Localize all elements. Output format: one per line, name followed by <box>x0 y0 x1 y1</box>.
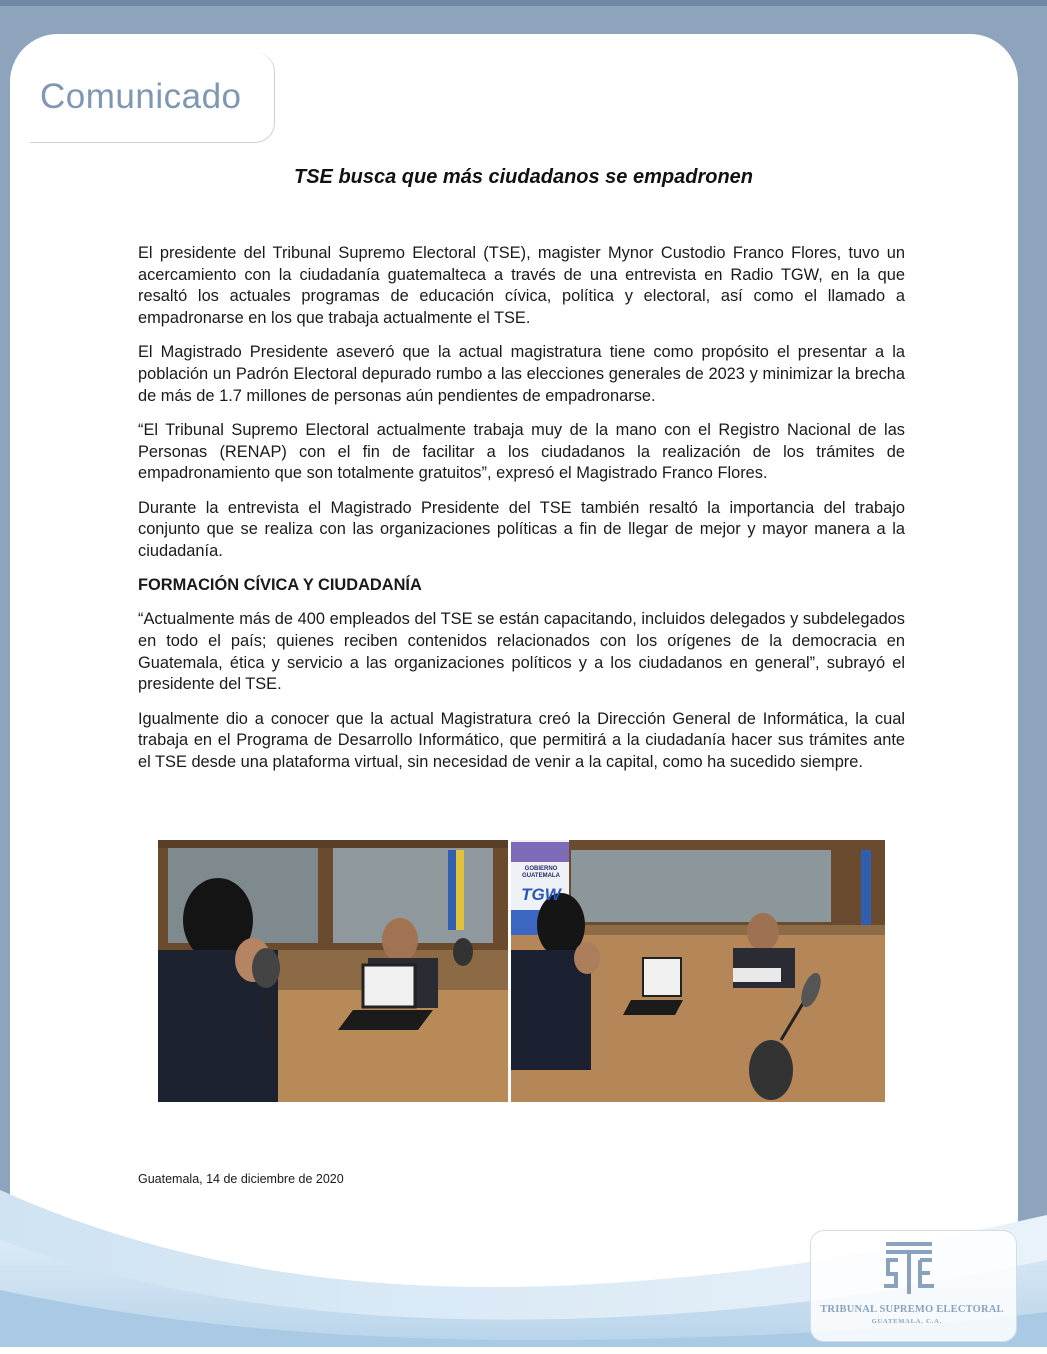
section-heading: FORMACIÓN CÍVICA Y CIUDADANÍA <box>138 576 422 595</box>
interview-photo-2 <box>511 840 885 1102</box>
document-type-label: Comunicado <box>40 77 242 116</box>
paragraph: El presidente del Tribunal Supremo Electoral (TSE), magister Mynor Custodio Franco Flores, tuvo un acercamiento con la ciudadanía guatemalteca a través de una entrevista en Radio TGW, en la que resaltó los actuales programas de educación cívica, política y electoral, así como el llamado a empadronarse en los que trabaja actualmente el TSE. <box>138 244 905 328</box>
tse-emblem-icon <box>878 1238 940 1296</box>
interview-photo-1-image <box>158 840 508 1102</box>
logo-location: GUATEMALA, C.A. <box>871 1318 942 1325</box>
paragraph: “El Tribunal Supremo Electoral actualmente trabaja muy de la mano con el Registro Nacional de las Personas (RENAP) con el fin de facilitar a los ciudadanos la realización de los trámites de empadronamiento que son totalmente gratuitos”, expresó el Magistrado Franco Flores. <box>138 420 905 483</box>
article-body <box>138 243 905 786</box>
sign-brand-text: TGW <box>521 885 561 904</box>
paragraph: “Actualmente más de 400 empleados del TSE se están capacitando, incluidos delegados y subdelegados en todo el país; quienes reciben contenidos relacionados con los orígenes de la democracia en Guatemala, ética y servicio a las organizaciones políticos y a los ciudadanos en general”, subrayó el presidente del TSE. <box>138 610 905 694</box>
paragraph: Durante la entrevista el Magistrado Presidente del TSE también resaltó la importancia del trabajo conjunto que se realiza con las organizaciones políticas a fin de llegar de mejor y mayor manera a la ciudadanía. <box>138 498 905 560</box>
sign-top-text: GOBIERNO GUATEMALA <box>522 866 560 879</box>
paragraph: El Magistrado Presidente aseveró que la actual magistratura tiene como propósito el presentar a la población un Padrón Electoral depurado rumbo a las elecciones generales de 2023 y minimizar la brecha de más de 1.7 millones de personas aún pendientes de empadronarse. <box>138 343 905 405</box>
dateline: Guatemala, 14 de diciembre de 2020 <box>138 1172 344 1186</box>
logo-name: TRIBUNAL SUPREMO ELECTORAL <box>820 1304 1004 1315</box>
headline: TSE busca que más ciudadanos se empadronen <box>293 166 754 188</box>
interview-photo-2-image <box>511 840 885 1102</box>
interview-photo-1 <box>158 840 508 1102</box>
paragraph: Igualmente dio a conocer que la actual Magistratura creó la Dirección General de Informática, la cual trabaja en el Programa de Desarrollo Informático, que permitirá a la ciudadanía hacer sus trámites ante el TSE desde una plataforma virtual, sin necesidad de venir a la capital, como ha sucedido siempre. <box>138 709 905 772</box>
